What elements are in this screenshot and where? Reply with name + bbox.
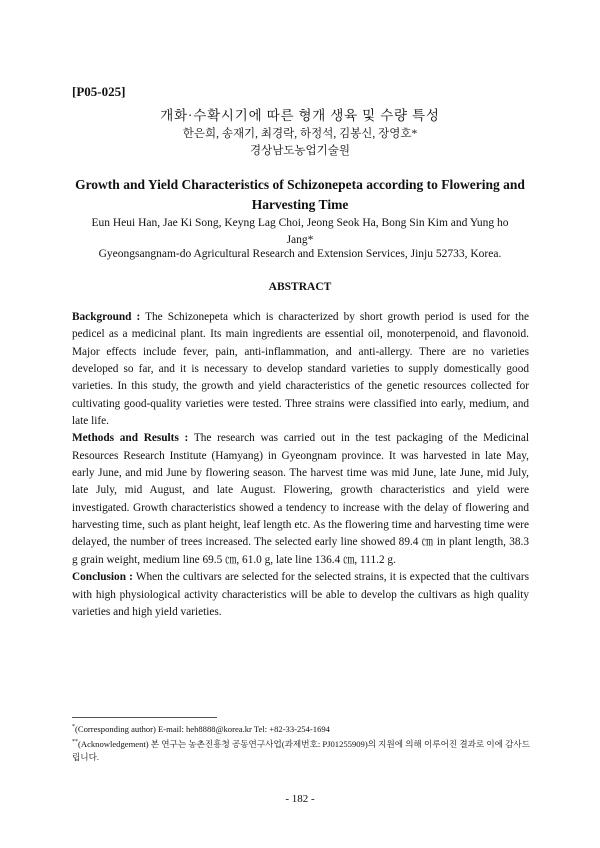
footnote-corresponding (72, 721, 532, 736)
page-number: - 182 - (285, 793, 315, 805)
conclusion-paragraph (72, 569, 529, 621)
background-paragraph (72, 309, 529, 430)
abstract-heading: ABSTRACT (268, 281, 332, 293)
background-text: The Schizonepeta which is characterized by short growth period is used for the pedicel as a medicinal plant. Its main ingredients are essential oil, monoterpenoid, and flavonoid. Major effects include fever, pain, anti-inflammation, and anti-allergy. There are no varieties developed so far, and it is necessary to develop standard varieties to supply domestically good varieties. In this study, the growth and yield characteristics of the genetic resources collected for cultivating good-quality varieties were tested. Three strains were classified into early, medium, and late life. (72, 311, 529, 428)
english-institution: Gyeongsangnam-do Agricultural Research and Extension Services, Jinju 52733, Korea. (98, 248, 502, 260)
methods-paragraph (72, 430, 529, 569)
korean-title: 개화·수확시기에 따른 형개 생육 및 수량 특성 (160, 108, 440, 123)
footnote2-text: (Acknowledgement) 본 연구는 농촌진흥청 공동연구사업(과제번호: PJ01255909)의 지원에 의해 이루어진 결과로 이에 감사드립니다. (72, 738, 531, 762)
conclusion-text: When the cultivars are selected for the selected strains, it is expected that the cultivars with high physiological activity characteristics will be able to develop the cultivars as high quality varieties and high yield varieties. (72, 571, 530, 618)
footnote1-text: (Corresponding author) E-mail: heh8888@korea.kr Tel: +82-33-254-1694 (75, 723, 330, 734)
background-label: Background : (72, 311, 141, 323)
korean-authors: 한은희, 송재기, 최경락, 하정석, 김봉신, 장영호* (182, 128, 418, 140)
methods-text: The research was carried out in the test packaging of the Medicinal Resources Research Institute (Hamyang) in Gyeongnam province. It was harvested in late May, early June, and mid June by flowering season. The harvest time was mid June, late June, mid July, late July, mid August, and late August. Flowering, growth characteristics and yield were investigated. Growth characteristics showed a tendency to increase with the delay of flowering and harvesting time, such as plant height, leaf length etc. As the flowering time and harvesting time were delayed, the number of trees increased. The selected early line showed 89.4 ㎝ in plant length, 38.3 g grain weight, medium line 69.5 ㎝, 61.0 g, late line 136.4 ㎝, 111.2 g. (72, 432, 529, 566)
poster-code: [P05-025] (72, 84, 126, 99)
korean-institution: 경상남도농업기술원 (250, 145, 350, 157)
footnote-acknowledgement (72, 736, 532, 764)
abstract-body (72, 309, 529, 621)
english-authors-line1: Eun Heui Han, Jae Ki Song, Keyng Lag Choi, Jeong Seok Ha, Bong Sin Kim and Yung ho (91, 217, 509, 229)
footnote1-mark: * (72, 724, 75, 730)
footnote-divider (72, 717, 217, 718)
english-title: Growth and Yield Characteristics of Schizonepeta according to Flowering and Harvesting Time (75, 177, 525, 212)
english-authors (72, 215, 528, 249)
english-authors-line2: Jang* (286, 234, 314, 246)
conclusion-label: Conclusion : (72, 571, 133, 584)
methods-label: Methods and Results : (72, 432, 189, 445)
footnote2-mark: ** (72, 739, 78, 745)
